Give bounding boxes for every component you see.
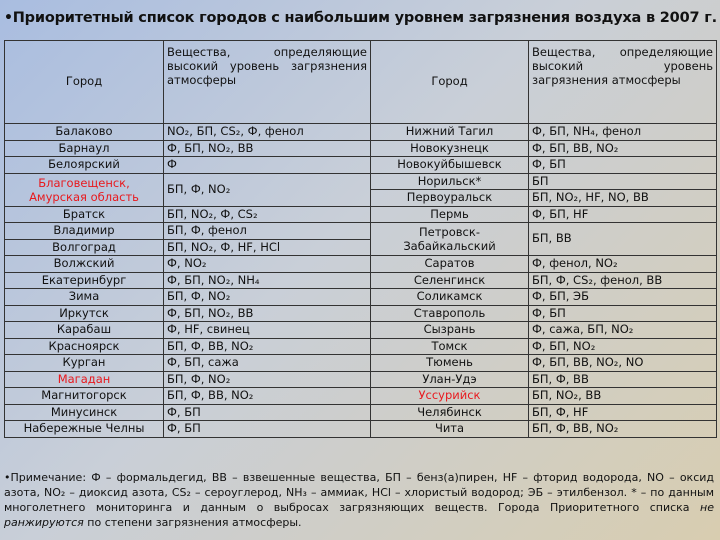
table-row [5,355,717,372]
substances-cell: Ф, БП, сажа [164,355,371,372]
substances-cell: Ф, БП [164,421,371,438]
city-cell: Петровск-Забайкальский [371,223,529,256]
city-cell: Первоуральск [371,190,529,207]
city-cell: Барнаул [5,140,164,157]
header-substances-2: Вещества, определяющие высокий уровень загрязнения атмосферы [529,41,717,124]
substances-cell: БП, NO₂, HF, NO, ВВ [529,190,717,207]
substances-cell: БП, NO₂, ВВ [529,388,717,405]
city-cell: Курган [5,355,164,372]
table-row [5,157,717,174]
city-cell: Тюмень [371,355,529,372]
city-cell: Иркутск [5,305,164,322]
substances-cell: Ф, БП, NO₂ [529,338,717,355]
cities-table [4,40,717,438]
substances-cell: Ф, БП [529,157,717,174]
city-cell: Зима [5,289,164,306]
substances-cell: NO₂, БП, CS₂, Ф, фенол [164,124,371,141]
table-row [5,206,717,223]
substances-cell: Ф, БП [164,404,371,421]
substances-cell: Ф, БП, ЭБ [529,289,717,306]
table-row [5,272,717,289]
substances-cell: БП, Ф, ВВ, NO₂ [529,421,717,438]
substances-cell: Ф, БП, ВВ, NO₂ [529,140,717,157]
table-row [5,173,717,190]
city-cell: Минусинск [5,404,164,421]
substances-cell: Ф [164,157,371,174]
table-row [5,404,717,421]
substances-cell: БП, NO₂, Ф, CS₂ [164,206,371,223]
substances-cell: Ф, БП, NO₂, ВВ [164,305,371,322]
substances-cell: БП, Ф, ВВ [529,371,717,388]
substances-cell: БП, Ф, NO₂ [164,173,371,206]
table-row [5,223,717,240]
table-row [5,140,717,157]
city-cell: Ставрополь [371,305,529,322]
city-cell: Нижний Тагил [371,124,529,141]
city-cell: Соликамск [371,289,529,306]
substances-cell: Ф, БП, ВВ, NO₂, NO [529,355,717,372]
substances-cell: Ф, NO₂ [164,256,371,273]
city-cell: Волгоград [5,239,164,256]
city-cell: Балаково [5,124,164,141]
substances-cell: БП [529,173,717,190]
header-city-2: Город [371,41,529,124]
substances-cell: Ф, БП [529,305,717,322]
substances-cell: Ф, HF, свинец [164,322,371,339]
city-cell: Братск [5,206,164,223]
city-cell: Владимир [5,223,164,240]
substances-cell: БП, NO₂, Ф, HF, HCl [164,239,371,256]
table-row [5,338,717,355]
substances-cell: БП, Ф, HF [529,404,717,421]
substances-cell: БП, Ф, ВВ, NO₂ [164,388,371,405]
table-header-row [5,41,717,124]
table-body [5,124,717,438]
city-cell: Саратов [371,256,529,273]
city-cell: Новокуйбышевск [371,157,529,174]
city-cell: Екатеринбург [5,272,164,289]
substances-cell: Ф, БП, NO₂, ВВ [164,140,371,157]
city-cell: Магнитогорск [5,388,164,405]
city-cell: Волжский [5,256,164,273]
city-cell: Челябинск [371,404,529,421]
substances-cell: БП, Ф, NO₂ [164,289,371,306]
substances-cell: БП, ВВ [529,223,717,256]
city-cell: Уссурийск [371,388,529,405]
city-cell: Томск [371,338,529,355]
substances-cell: Ф, сажа, БП, NO₂ [529,322,717,339]
substances-cell: Ф, БП, NH₄, фенол [529,124,717,141]
city-cell: Чита [371,421,529,438]
substances-cell: БП, Ф, фенол [164,223,371,240]
table-row [5,388,717,405]
table-row [5,421,717,438]
bullet-icon: • [4,471,11,484]
substances-cell: БП, Ф, ВВ, NO₂ [164,338,371,355]
city-cell: Селенгинск [371,272,529,289]
city-cell: Улан-Удэ [371,371,529,388]
header-substances: Вещества, определяющие высокий уровень загрязнения атмосферы [164,41,371,124]
table-row [5,305,717,322]
substances-cell: Ф, фенол, NO₂ [529,256,717,273]
page-title: •Приоритетный список городов с наибольшим уровнем загрязнения воздуха в 2007 г. [4,10,717,26]
city-cell: Набережные Челны [5,421,164,438]
substances-cell: БП, Ф, NO₂ [164,371,371,388]
bullet-icon: • [4,10,13,26]
table-row [5,256,717,273]
table-row [5,289,717,306]
city-cell: Красноярск [5,338,164,355]
city-cell: Сызрань [371,322,529,339]
city-cell: Белоярский [5,157,164,174]
city-cell: Магадан [5,371,164,388]
substances-cell: Ф, БП, HF [529,206,717,223]
city-cell: Пермь [371,206,529,223]
city-cell: Благовещенск, Амурская область [5,173,164,206]
footnote: •Примечание: Ф – формальдегид, ВВ – взвешенные вещества, БП – бенз(а)пирен, HF – фторид водорода, NO – оксид азота, NO₂ – диоксид азота, CS₂ – сероуглерод, NH₃ – аммиак, HCl – хлористый водород; ЭБ – этилбензол. * – по данным многолетнего мониторинга и данным о выбросах загрязняющих веществ. Города Приоритетного списка не ранжируются по степени загрязнения атмосферы. [4,471,714,529]
table-row [5,371,717,388]
header-city: Город [5,41,164,124]
substances-cell: Ф, БП, NO₂, NH₄ [164,272,371,289]
city-cell: Новокузнецк [371,140,529,157]
table-row [5,322,717,339]
table-row [5,124,717,141]
city-cell: Карабаш [5,322,164,339]
city-cell: Норильск* [371,173,529,190]
substances-cell: БП, Ф, CS₂, фенол, ВВ [529,272,717,289]
